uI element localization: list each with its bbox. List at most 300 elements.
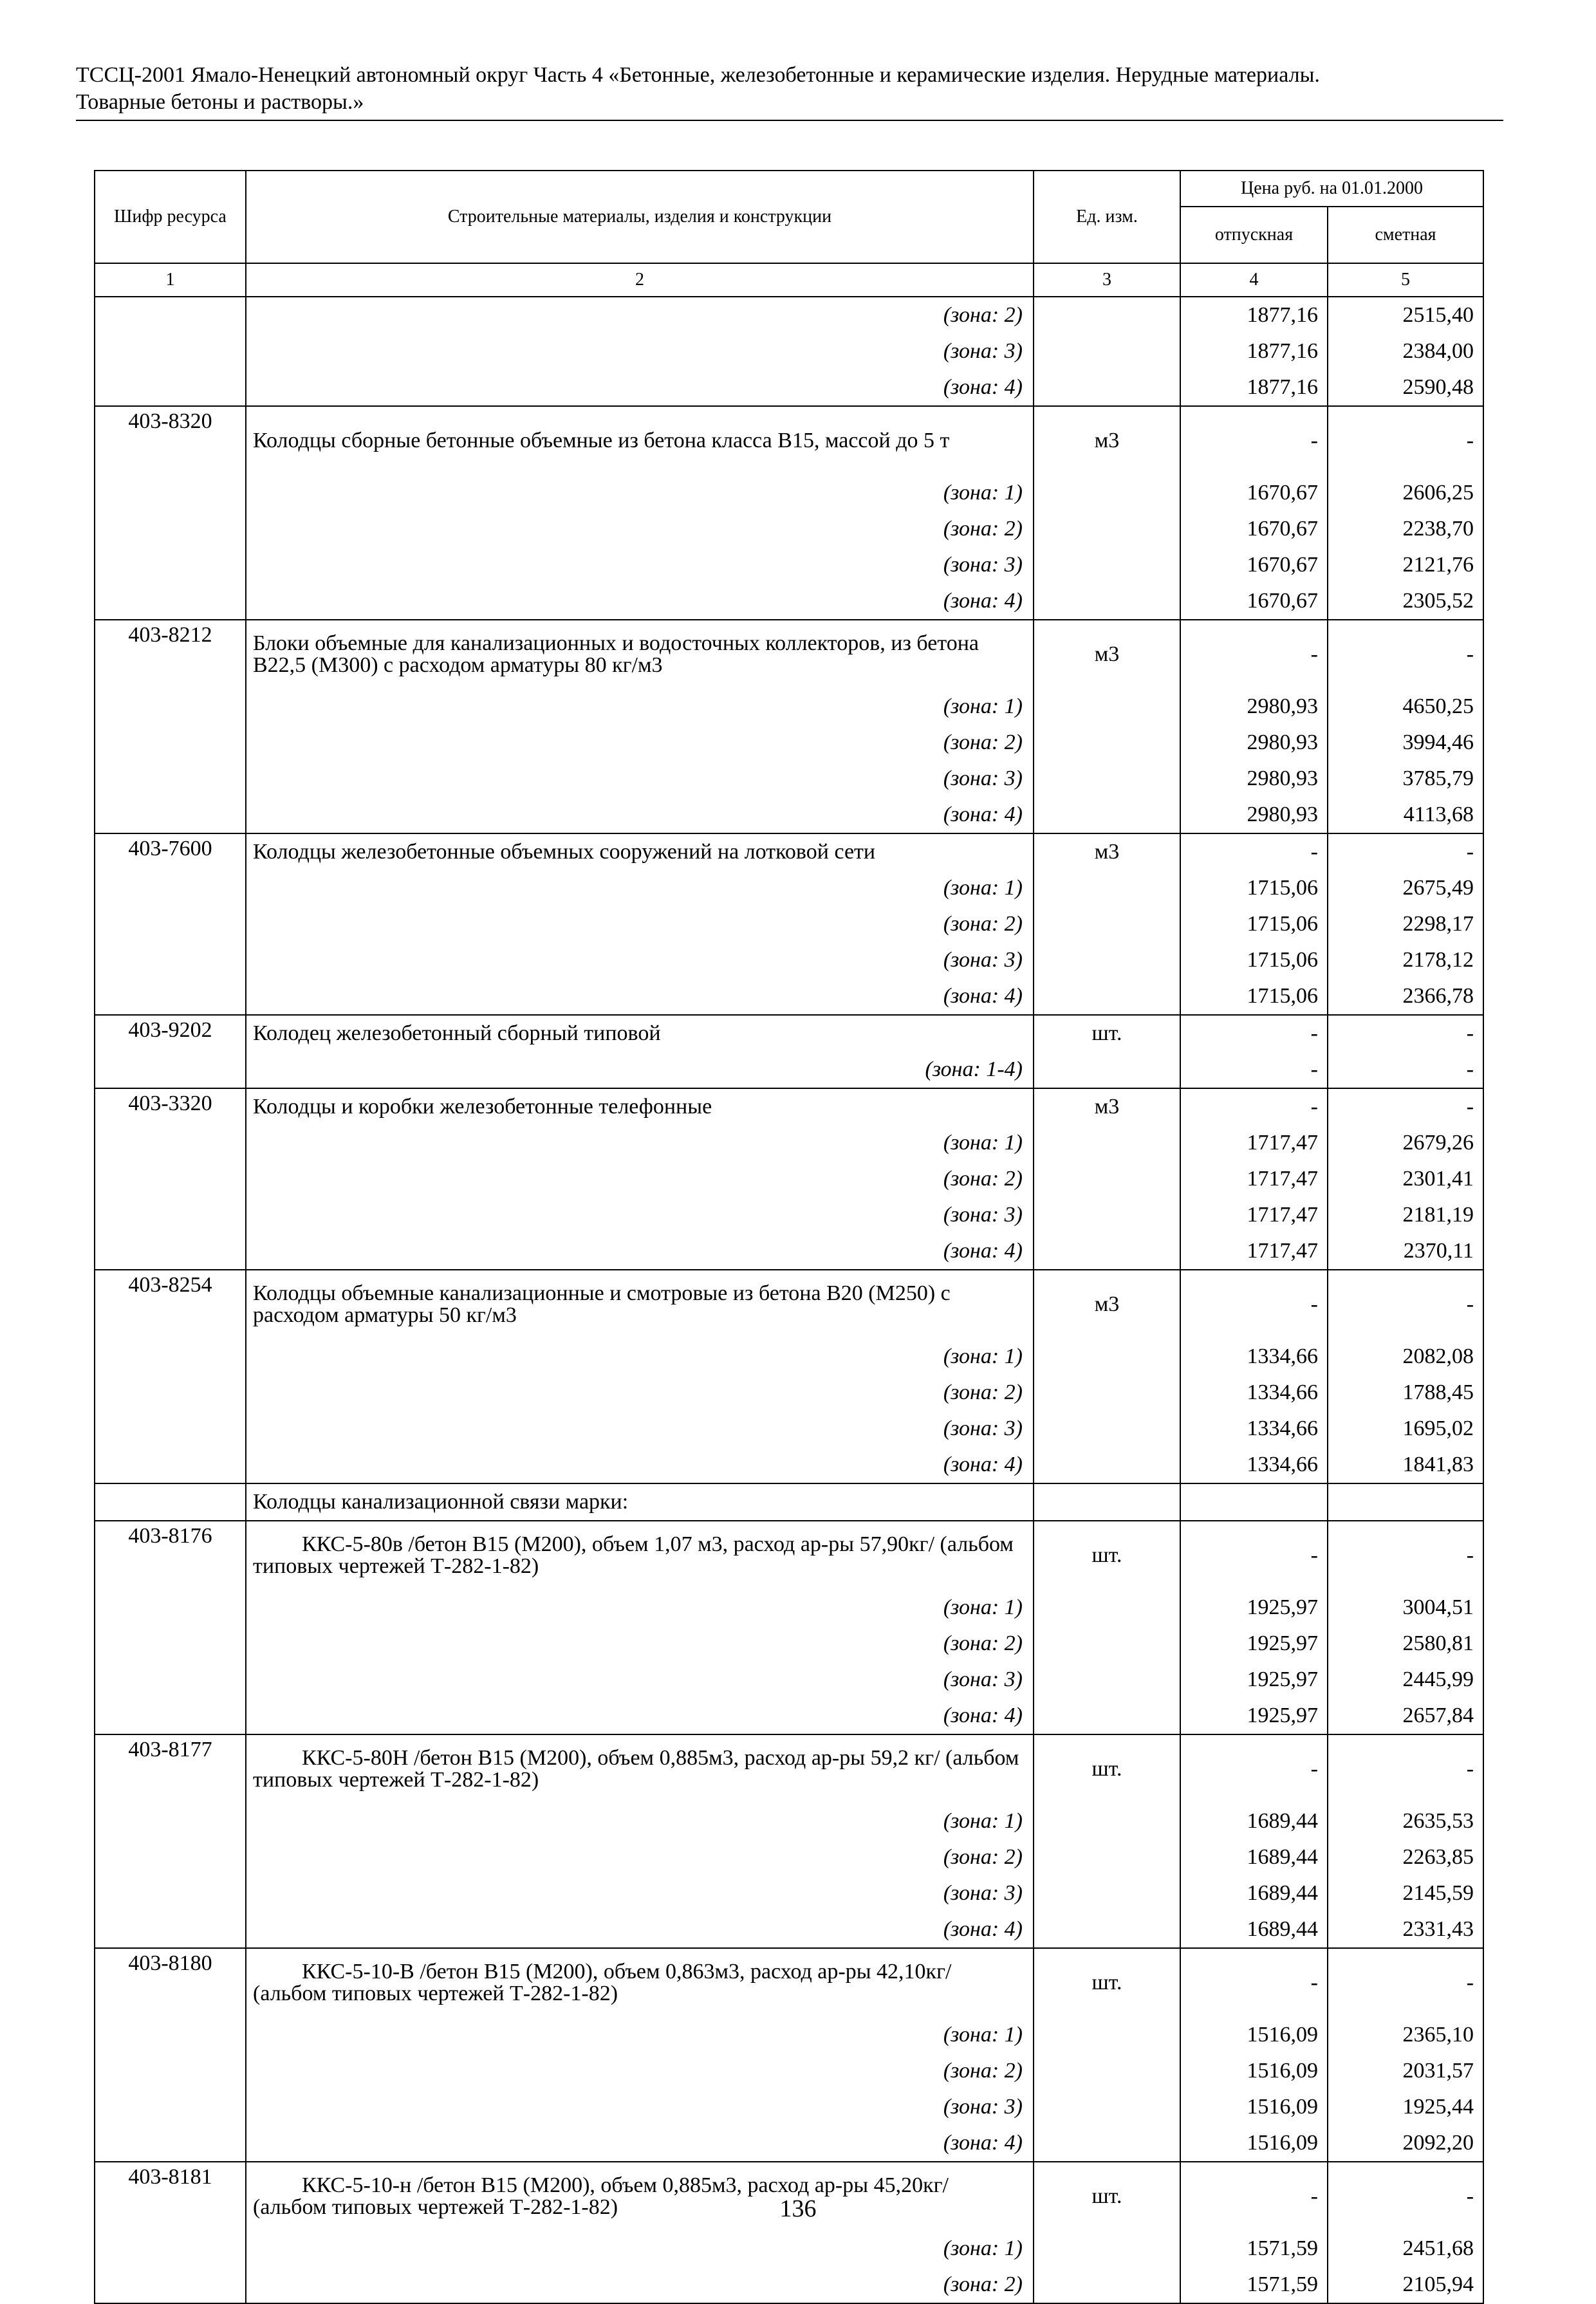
price-estimate: - xyxy=(1328,833,1483,870)
price-release: 2980,93 xyxy=(1180,797,1328,833)
unit-cell xyxy=(1034,1875,1180,1911)
section-title: Колодцы канализационной связи марки: xyxy=(246,1483,1034,1521)
resource-code xyxy=(95,1698,246,1734)
material-name: Колодцы объемные канализационные и смотровые из бетона В20 (М250) с расходом арматуры 50 кг/м3 xyxy=(246,1270,1034,1339)
unit-cell: шт. xyxy=(1034,1015,1180,1052)
price-estimate: - xyxy=(1328,1521,1483,1590)
price-release: 2980,93 xyxy=(1180,761,1328,797)
unit-cell xyxy=(1034,1590,1180,1626)
resource-code xyxy=(95,1375,246,1411)
price-release xyxy=(1180,1483,1328,1521)
zone-label: (зона: 1) xyxy=(246,1339,1034,1375)
zone-label: (зона: 3) xyxy=(246,1662,1034,1698)
zone-label: (зона: 2) xyxy=(246,1839,1034,1875)
unit-cell xyxy=(1034,1483,1180,1521)
resource-code xyxy=(95,1233,246,1270)
price-release: 1334,66 xyxy=(1180,1375,1328,1411)
header-price-release: отпускная xyxy=(1180,207,1328,263)
price-estimate: 2238,70 xyxy=(1328,511,1483,547)
table-body xyxy=(95,297,1483,2303)
price-estimate: 1925,44 xyxy=(1328,2089,1483,2125)
price-estimate: 2181,19 xyxy=(1328,1197,1483,1233)
price-estimate: 1695,02 xyxy=(1328,1411,1483,1447)
price-estimate xyxy=(1328,1483,1483,1521)
unit-cell xyxy=(1034,1233,1180,1270)
price-release: - xyxy=(1180,1270,1328,1339)
price-estimate: - xyxy=(1328,1088,1483,1125)
price-release: 1689,44 xyxy=(1180,1911,1328,1948)
unit-cell xyxy=(1034,1698,1180,1734)
resource-code xyxy=(95,1911,246,1948)
price-release: 1877,16 xyxy=(1180,297,1328,333)
zone-row xyxy=(95,1339,1483,1375)
zone-row xyxy=(95,1125,1483,1161)
zone-label: (зона: 2) xyxy=(246,1161,1034,1197)
zone-row xyxy=(95,1803,1483,1839)
price-release: 1715,06 xyxy=(1180,942,1328,978)
zone-label: (зона: 1) xyxy=(246,1803,1034,1839)
unit-cell xyxy=(1034,547,1180,583)
unit-cell: шт. xyxy=(1034,2162,1180,2231)
resource-code xyxy=(95,1626,246,1662)
material-name: Колодец железобетонный сборный типовой xyxy=(246,1015,1034,1052)
zone-label: (зона: 4) xyxy=(246,1233,1034,1270)
zone-label: (зона: 1) xyxy=(246,475,1034,511)
resource-code xyxy=(95,1197,246,1233)
header-price-group: Цена руб. на 01.01.2000 xyxy=(1180,171,1483,207)
zone-row xyxy=(95,1662,1483,1698)
zone-row xyxy=(95,2089,1483,2125)
resource-code xyxy=(95,1052,246,1088)
resource-code: 403-7600 xyxy=(95,833,246,870)
zone-row xyxy=(95,1590,1483,1626)
price-release: - xyxy=(1180,2162,1328,2231)
zone-label: (зона: 1-4) xyxy=(246,1052,1034,1088)
price-release: 1925,97 xyxy=(1180,1590,1328,1626)
unit-cell xyxy=(1034,297,1180,333)
zone-label: (зона: 4) xyxy=(246,1911,1034,1948)
price-release: 1516,09 xyxy=(1180,2017,1328,2053)
price-release: 1717,47 xyxy=(1180,1233,1328,1270)
unit-cell xyxy=(1034,1803,1180,1839)
table-row xyxy=(95,1088,1483,1125)
price-estimate: 2580,81 xyxy=(1328,1626,1483,1662)
unit-cell xyxy=(1034,475,1180,511)
price-release: 1670,67 xyxy=(1180,583,1328,620)
price-estimate: 2092,20 xyxy=(1328,2125,1483,2162)
zone-label: (зона: 4) xyxy=(246,797,1034,833)
price-release: 1715,06 xyxy=(1180,906,1328,942)
zone-label: (зона: 2) xyxy=(246,2053,1034,2089)
unit-cell: м3 xyxy=(1034,406,1180,475)
price-estimate: 2105,94 xyxy=(1328,2267,1483,2303)
zone-row xyxy=(95,1911,1483,1948)
resource-code xyxy=(95,870,246,906)
zone-row xyxy=(95,2053,1483,2089)
zone-row xyxy=(95,475,1483,511)
material-name: Блоки объемные для канализационных и водосточных коллекторов, из бетона В22,5 (М300) с расходом арматуры 80 кг/м3 xyxy=(246,620,1034,689)
unit-cell xyxy=(1034,906,1180,942)
header-col-number: 3 xyxy=(1034,263,1180,297)
zone-label: (зона: 3) xyxy=(246,547,1034,583)
zone-label: (зона: 1) xyxy=(246,689,1034,725)
zone-label: (зона: 2) xyxy=(246,1626,1034,1662)
resource-code xyxy=(95,2125,246,2162)
resource-code: 403-8212 xyxy=(95,620,246,689)
material-name: Колодцы сборные бетонные объемные из бетона класса В15, массой до 5 т xyxy=(246,406,1034,475)
price-release: 1717,47 xyxy=(1180,1125,1328,1161)
price-estimate: 1841,83 xyxy=(1328,1447,1483,1483)
unit-cell xyxy=(1034,870,1180,906)
zone-label: (зона: 2) xyxy=(246,511,1034,547)
table-row xyxy=(95,1015,1483,1052)
price-release: - xyxy=(1180,1734,1328,1803)
resource-code xyxy=(95,1590,246,1626)
zone-label: (зона: 2) xyxy=(246,906,1034,942)
zone-label: (зона: 1) xyxy=(246,1125,1034,1161)
price-release: 1925,97 xyxy=(1180,1662,1328,1698)
price-release: - xyxy=(1180,833,1328,870)
zone-row xyxy=(95,1197,1483,1233)
zone-row xyxy=(95,1411,1483,1447)
zone-label: (зона: 4) xyxy=(246,369,1034,406)
price-estimate: 2590,48 xyxy=(1328,369,1483,406)
price-release: 1717,47 xyxy=(1180,1161,1328,1197)
zone-row xyxy=(95,2231,1483,2267)
resource-code xyxy=(95,906,246,942)
header-unit: Ед. изм. xyxy=(1034,171,1180,263)
zone-label: (зона: 1) xyxy=(246,870,1034,906)
zone-row xyxy=(95,906,1483,942)
resource-code xyxy=(95,1161,246,1197)
price-estimate: 2384,00 xyxy=(1328,333,1483,369)
material-name: ККС-5-80Н /бетон В15 (М200), объем 0,885м3, расход ар-ры 59,2 кг/ (альбом типовых чертежей Т-282-1-82) xyxy=(246,1734,1034,1803)
unit-cell xyxy=(1034,2089,1180,2125)
unit-cell xyxy=(1034,2267,1180,2303)
price-estimate: 2331,43 xyxy=(1328,1911,1483,1948)
unit-cell xyxy=(1034,797,1180,833)
zone-row xyxy=(95,511,1483,547)
resource-code xyxy=(95,1125,246,1161)
zone-label: (зона: 1) xyxy=(246,2231,1034,2267)
price-table xyxy=(94,170,1484,2304)
table-header xyxy=(95,171,1483,297)
table-row xyxy=(95,1270,1483,1339)
zone-label: (зона: 2) xyxy=(246,1375,1034,1411)
resource-code xyxy=(95,1803,246,1839)
zone-row xyxy=(95,333,1483,369)
price-estimate: 3785,79 xyxy=(1328,761,1483,797)
price-release: 1516,09 xyxy=(1180,2125,1328,2162)
price-estimate: 2657,84 xyxy=(1328,1698,1483,1734)
unit-cell xyxy=(1034,369,1180,406)
resource-code: 403-8320 xyxy=(95,406,246,475)
zone-row xyxy=(95,2017,1483,2053)
zone-label: (зона: 3) xyxy=(246,333,1034,369)
price-release: 1689,44 xyxy=(1180,1875,1328,1911)
unit-cell xyxy=(1034,2125,1180,2162)
price-release: 1689,44 xyxy=(1180,1803,1328,1839)
resource-code xyxy=(95,475,246,511)
zone-label: (зона: 1) xyxy=(246,1590,1034,1626)
zone-label: (зона: 3) xyxy=(246,942,1034,978)
zone-row xyxy=(95,1839,1483,1875)
zone-row xyxy=(95,978,1483,1015)
resource-code xyxy=(95,761,246,797)
resource-code xyxy=(95,2053,246,2089)
resource-code xyxy=(95,978,246,1015)
zone-row xyxy=(95,2125,1483,2162)
unit-cell xyxy=(1034,1411,1180,1447)
header-line-1: ТССЦ-2001 Ямало-Ненецкий автономный округ Часть 4 «Бетонные, железобетонные и керамические изделия. Нерудные материалы. xyxy=(76,63,1320,87)
price-estimate: 2365,10 xyxy=(1328,2017,1483,2053)
zone-row xyxy=(95,583,1483,620)
material-name: Колодцы и коробки железобетонные телефонные xyxy=(246,1088,1034,1125)
zone-row xyxy=(95,1161,1483,1197)
unit-cell xyxy=(1034,761,1180,797)
unit-cell xyxy=(1034,1161,1180,1197)
price-estimate: 2263,85 xyxy=(1328,1839,1483,1875)
unit-cell xyxy=(1034,942,1180,978)
zone-label: (зона: 4) xyxy=(246,1447,1034,1483)
zone-label: (зона: 4) xyxy=(246,2125,1034,2162)
price-estimate: 2515,40 xyxy=(1328,297,1483,333)
header-line-2: Товарные бетоны и растворы.» xyxy=(76,90,364,114)
price-release: 1334,66 xyxy=(1180,1339,1328,1375)
zone-row xyxy=(95,1375,1483,1411)
zone-label: (зона: 4) xyxy=(246,1698,1034,1734)
price-estimate: 2606,25 xyxy=(1328,475,1483,511)
unit-cell xyxy=(1034,333,1180,369)
price-release: 1516,09 xyxy=(1180,2089,1328,2125)
price-release: 1670,67 xyxy=(1180,511,1328,547)
zone-label: (зона: 4) xyxy=(246,583,1034,620)
price-release: 1877,16 xyxy=(1180,369,1328,406)
price-release: 1670,67 xyxy=(1180,475,1328,511)
unit-cell xyxy=(1034,511,1180,547)
header-name: Строительные материалы, изделия и конструкции xyxy=(246,171,1034,263)
price-release: 1334,66 xyxy=(1180,1411,1328,1447)
resource-code xyxy=(95,2267,246,2303)
table-row xyxy=(95,620,1483,689)
table-row xyxy=(95,1948,1483,2017)
unit-cell xyxy=(1034,689,1180,725)
price-release: 1715,06 xyxy=(1180,870,1328,906)
unit-cell xyxy=(1034,1839,1180,1875)
price-estimate: 2121,76 xyxy=(1328,547,1483,583)
price-estimate: 4113,68 xyxy=(1328,797,1483,833)
price-estimate: 2145,59 xyxy=(1328,1875,1483,1911)
section-row xyxy=(95,1483,1483,1521)
zone-row xyxy=(95,797,1483,833)
price-estimate: - xyxy=(1328,2162,1483,2231)
price-release: 2980,93 xyxy=(1180,725,1328,761)
unit-cell: м3 xyxy=(1034,1088,1180,1125)
unit-cell xyxy=(1034,2231,1180,2267)
price-estimate: - xyxy=(1328,1734,1483,1803)
zone-row xyxy=(95,942,1483,978)
unit-cell xyxy=(1034,2053,1180,2089)
resource-code xyxy=(95,511,246,547)
resource-code xyxy=(95,1483,246,1521)
price-estimate: 3994,46 xyxy=(1328,725,1483,761)
zone-label: (зона: 3) xyxy=(246,1875,1034,1911)
zone-row xyxy=(95,1052,1483,1088)
unit-cell xyxy=(1034,1626,1180,1662)
price-release: 1670,67 xyxy=(1180,547,1328,583)
unit-cell xyxy=(1034,583,1180,620)
zone-label: (зона: 2) xyxy=(246,297,1034,333)
header-rule xyxy=(76,120,1503,121)
unit-cell xyxy=(1034,1339,1180,1375)
price-release: - xyxy=(1180,1052,1328,1088)
resource-code: 403-9202 xyxy=(95,1015,246,1052)
price-release: 1925,97 xyxy=(1180,1698,1328,1734)
price-release: 2980,93 xyxy=(1180,689,1328,725)
resource-code: 403-8177 xyxy=(95,1734,246,1803)
price-estimate: 2298,17 xyxy=(1328,906,1483,942)
zone-label: (зона: 3) xyxy=(246,1197,1034,1233)
table-row xyxy=(95,1521,1483,1590)
price-release: - xyxy=(1180,406,1328,475)
zone-row xyxy=(95,1875,1483,1911)
resource-code xyxy=(95,797,246,833)
material-name: ККС-5-10-В /бетон В15 (М200), объем 0,863м3, расход ар-ры 42,10кг/ (альбом типовых чертежей Т-282-1-82) xyxy=(246,1948,1034,2017)
header-col-number: 5 xyxy=(1328,263,1483,297)
material-name: ККС-5-10-н /бетон В15 (М200), объем 0,885м3, расход ар-ры 45,20кг/ (альбом типовых чертежей Т-282-1-82) xyxy=(246,2162,1034,2231)
zone-label: (зона: 3) xyxy=(246,761,1034,797)
price-estimate: - xyxy=(1328,406,1483,475)
resource-code xyxy=(95,1839,246,1875)
price-estimate: 3004,51 xyxy=(1328,1590,1483,1626)
resource-code xyxy=(95,2017,246,2053)
resource-code xyxy=(95,689,246,725)
price-estimate: - xyxy=(1328,1948,1483,2017)
resource-code: 403-8176 xyxy=(95,1521,246,1590)
unit-cell xyxy=(1034,978,1180,1015)
price-estimate: 4650,25 xyxy=(1328,689,1483,725)
price-release: 1571,59 xyxy=(1180,2267,1328,2303)
price-estimate: - xyxy=(1328,1015,1483,1052)
price-release: 1516,09 xyxy=(1180,2053,1328,2089)
resource-code xyxy=(95,369,246,406)
unit-cell: м3 xyxy=(1034,620,1180,689)
price-estimate: 1788,45 xyxy=(1328,1375,1483,1411)
unit-cell xyxy=(1034,725,1180,761)
header-price-estimate: сметная xyxy=(1328,207,1483,263)
price-release: - xyxy=(1180,1521,1328,1590)
price-estimate: 2635,53 xyxy=(1328,1803,1483,1839)
resource-code xyxy=(95,1662,246,1698)
zone-row xyxy=(95,761,1483,797)
price-estimate: 2679,26 xyxy=(1328,1125,1483,1161)
zone-row xyxy=(95,689,1483,725)
zone-row xyxy=(95,297,1483,333)
resource-code xyxy=(95,2231,246,2267)
price-release: - xyxy=(1180,1948,1328,2017)
price-release: 1717,47 xyxy=(1180,1197,1328,1233)
price-release: 1925,97 xyxy=(1180,1626,1328,1662)
table-row xyxy=(95,406,1483,475)
zone-row xyxy=(95,369,1483,406)
price-estimate: 2445,99 xyxy=(1328,1662,1483,1698)
resource-code xyxy=(95,725,246,761)
price-estimate: - xyxy=(1328,620,1483,689)
price-estimate: - xyxy=(1328,1270,1483,1339)
table-row xyxy=(95,1734,1483,1803)
header-col-number: 4 xyxy=(1180,263,1328,297)
unit-cell: шт. xyxy=(1034,1734,1180,1803)
price-estimate: - xyxy=(1328,1052,1483,1088)
resource-code: 403-8181 xyxy=(95,2162,246,2231)
header-code: Шифр ресурса xyxy=(95,171,246,263)
resource-code xyxy=(95,2089,246,2125)
header-col-number: 2 xyxy=(246,263,1034,297)
resource-code xyxy=(95,1447,246,1483)
zone-label: (зона: 2) xyxy=(246,725,1034,761)
zone-label: (зона: 1) xyxy=(246,2017,1034,2053)
zone-row xyxy=(95,2267,1483,2303)
resource-code xyxy=(95,1411,246,1447)
resource-code xyxy=(95,297,246,333)
price-estimate: 2675,49 xyxy=(1328,870,1483,906)
price-estimate: 2370,11 xyxy=(1328,1233,1483,1270)
unit-cell xyxy=(1034,1052,1180,1088)
material-name: ККС-5-80в /бетон В15 (М200), объем 1,07 м3, расход ар-ры 57,90кг/ (альбом типовых чертежей Т-282-1-82) xyxy=(246,1521,1034,1590)
zone-label: (зона: 3) xyxy=(246,2089,1034,2125)
unit-cell xyxy=(1034,1662,1180,1698)
price-estimate: 2082,08 xyxy=(1328,1339,1483,1375)
zone-row xyxy=(95,547,1483,583)
price-estimate: 2301,41 xyxy=(1328,1161,1483,1197)
zone-label: (зона: 4) xyxy=(246,978,1034,1015)
zone-row xyxy=(95,725,1483,761)
price-release: 1334,66 xyxy=(1180,1447,1328,1483)
resource-code xyxy=(95,942,246,978)
price-release: - xyxy=(1180,1015,1328,1052)
zone-row xyxy=(95,1233,1483,1270)
header-col-number: 1 xyxy=(95,263,246,297)
material-name: Колодцы железобетонные объемных сооружений на лотковой сети xyxy=(246,833,1034,870)
unit-cell xyxy=(1034,1911,1180,1948)
unit-cell: м3 xyxy=(1034,1270,1180,1339)
unit-cell xyxy=(1034,1447,1180,1483)
unit-cell: шт. xyxy=(1034,1521,1180,1590)
price-release: 1689,44 xyxy=(1180,1839,1328,1875)
resource-code xyxy=(95,1875,246,1911)
price-estimate: 2305,52 xyxy=(1328,583,1483,620)
price-estimate: 2178,12 xyxy=(1328,942,1483,978)
resource-code: 403-3320 xyxy=(95,1088,246,1125)
resource-code xyxy=(95,333,246,369)
unit-cell xyxy=(1034,1125,1180,1161)
zone-row xyxy=(95,1626,1483,1662)
price-release: - xyxy=(1180,620,1328,689)
zone-row xyxy=(95,870,1483,906)
unit-cell xyxy=(1034,2017,1180,2053)
unit-cell: шт. xyxy=(1034,1948,1180,2017)
price-release: 1571,59 xyxy=(1180,2231,1328,2267)
document-header xyxy=(76,62,1492,116)
zone-row xyxy=(95,1447,1483,1483)
unit-cell: м3 xyxy=(1034,833,1180,870)
zone-label: (зона: 2) xyxy=(246,2267,1034,2303)
unit-cell xyxy=(1034,1197,1180,1233)
price-estimate: 2031,57 xyxy=(1328,2053,1483,2089)
price-release: - xyxy=(1180,1088,1328,1125)
resource-code: 403-8180 xyxy=(95,1948,246,2017)
table-row xyxy=(95,833,1483,870)
